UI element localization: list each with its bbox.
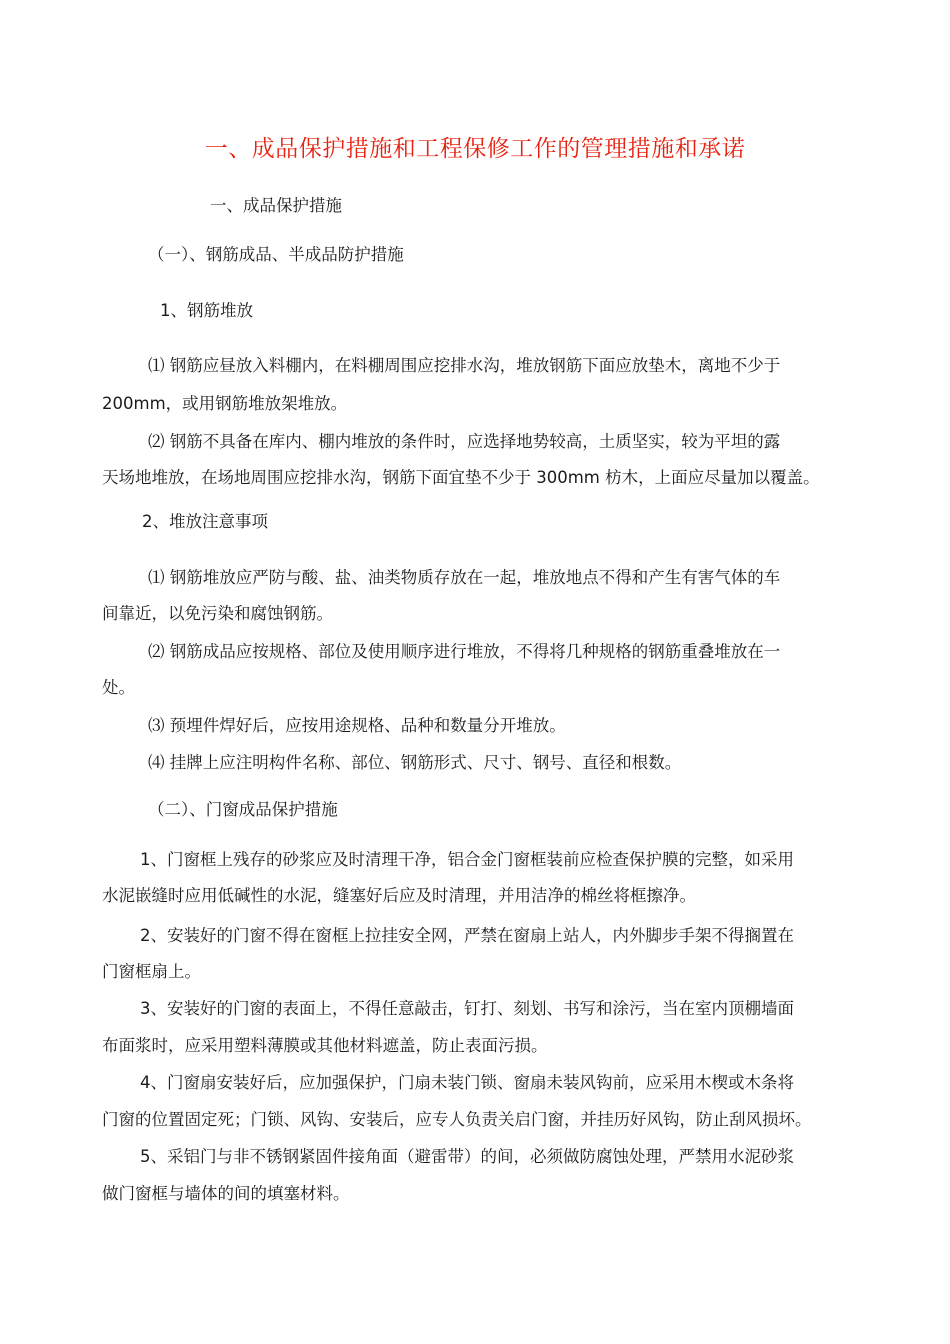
paragraph-line: ⑵ 钢筋不具备在库内、棚内堆放的条件时，应选择地势较高，土质坚实，较为平坦的露 xyxy=(148,432,781,451)
paragraph-line: 4、门窗扇安装好后，应加强保护，门扇未装门锁、窗扇未装风钩前，应采用木楔或木条将 xyxy=(140,1073,794,1092)
paragraph-line: 门窗框扇上。 xyxy=(102,962,201,981)
paragraph-line: ⑴ 钢筋应昼放入料棚内，在料棚周围应挖排水沟，堆放钢筋下面应放垫木，离地不少于 xyxy=(148,356,781,375)
paragraph-line: 1、门窗框上残存的砂浆应及时清理干净，铝合金门窗框装前应检查保护膜的完整，如采用 xyxy=(140,850,794,869)
paragraph-line: 5、采铝门与非不锈钢紧固件接角面（避雷带）的间，必须做防腐蚀处理，严禁用水泥砂浆 xyxy=(140,1147,794,1166)
paragraph-line: 2、安装好的门窗不得在窗框上拉挂安全网，严禁在窗扇上站人，内外脚步手架不得搁置在 xyxy=(140,926,794,945)
paragraph-line: ⑷ 挂牌上应注明构件名称、部位、钢筋形式、尺寸、钢号、直径和根数。 xyxy=(148,753,682,772)
paragraph-line: 做门窗框与墙体的间的填塞材料。 xyxy=(102,1184,350,1203)
paragraph-line: 天场地堆放，在场地周围应挖排水沟，钢筋下面宜垫不少于 300mm 枋木，上面应尽量加以覆盖。 xyxy=(102,468,820,487)
subsection-heading: （一）、钢筋成品、半成品防护措施 xyxy=(148,245,404,264)
paragraph-line: ⑵ 钢筋成品应按规格、部位及使用顺序进行堆放，不得将几种规格的钢筋重叠堆放在一 xyxy=(148,642,781,661)
paragraph-line: 门窗的位置固定死；门锁、风钩、安装后，应专人负责关启门窗，并挂历好风钩，防止刮风损坏。 xyxy=(102,1110,812,1129)
section-heading: 一、成品保护措施 xyxy=(210,196,342,215)
paragraph-line: 200mm，或用钢筋堆放架堆放。 xyxy=(102,394,348,413)
paragraph-line: ⑴ 钢筋堆放应严防与酸、盐、油类物质存放在一起，堆放地点不得和产生有害气体的车 xyxy=(148,568,781,587)
paragraph-line: ⑶ 预埋件焊好后，应按用途规格、品种和数量分开堆放。 xyxy=(148,716,566,735)
paragraph-line: 处。 xyxy=(102,678,135,697)
item-heading: 2、堆放注意事项 xyxy=(142,512,268,531)
paragraph-line: 3、安装好的门窗的表面上，不得任意敲击，钉打、刻划、书写和涂污，当在室内顶棚墙面 xyxy=(140,999,794,1018)
paragraph-line: 水泥嵌缝时应用低碱性的水泥，缝塞好后应及时清理，并用洁净的棉丝将框擦净。 xyxy=(102,886,696,905)
paragraph-line: 布面浆时，应采用塑料薄膜或其他材料遮盖，防止表面污损。 xyxy=(102,1036,548,1055)
page-title: 一、成品保护措施和工程保修工作的管理措施和承诺 xyxy=(204,136,746,162)
paragraph-line: 间靠近，以免污染和腐蚀钢筋。 xyxy=(102,604,333,623)
subsection-heading: （二）、门窗成品保护措施 xyxy=(148,800,338,819)
item-heading: 1、钢筋堆放 xyxy=(160,301,253,320)
